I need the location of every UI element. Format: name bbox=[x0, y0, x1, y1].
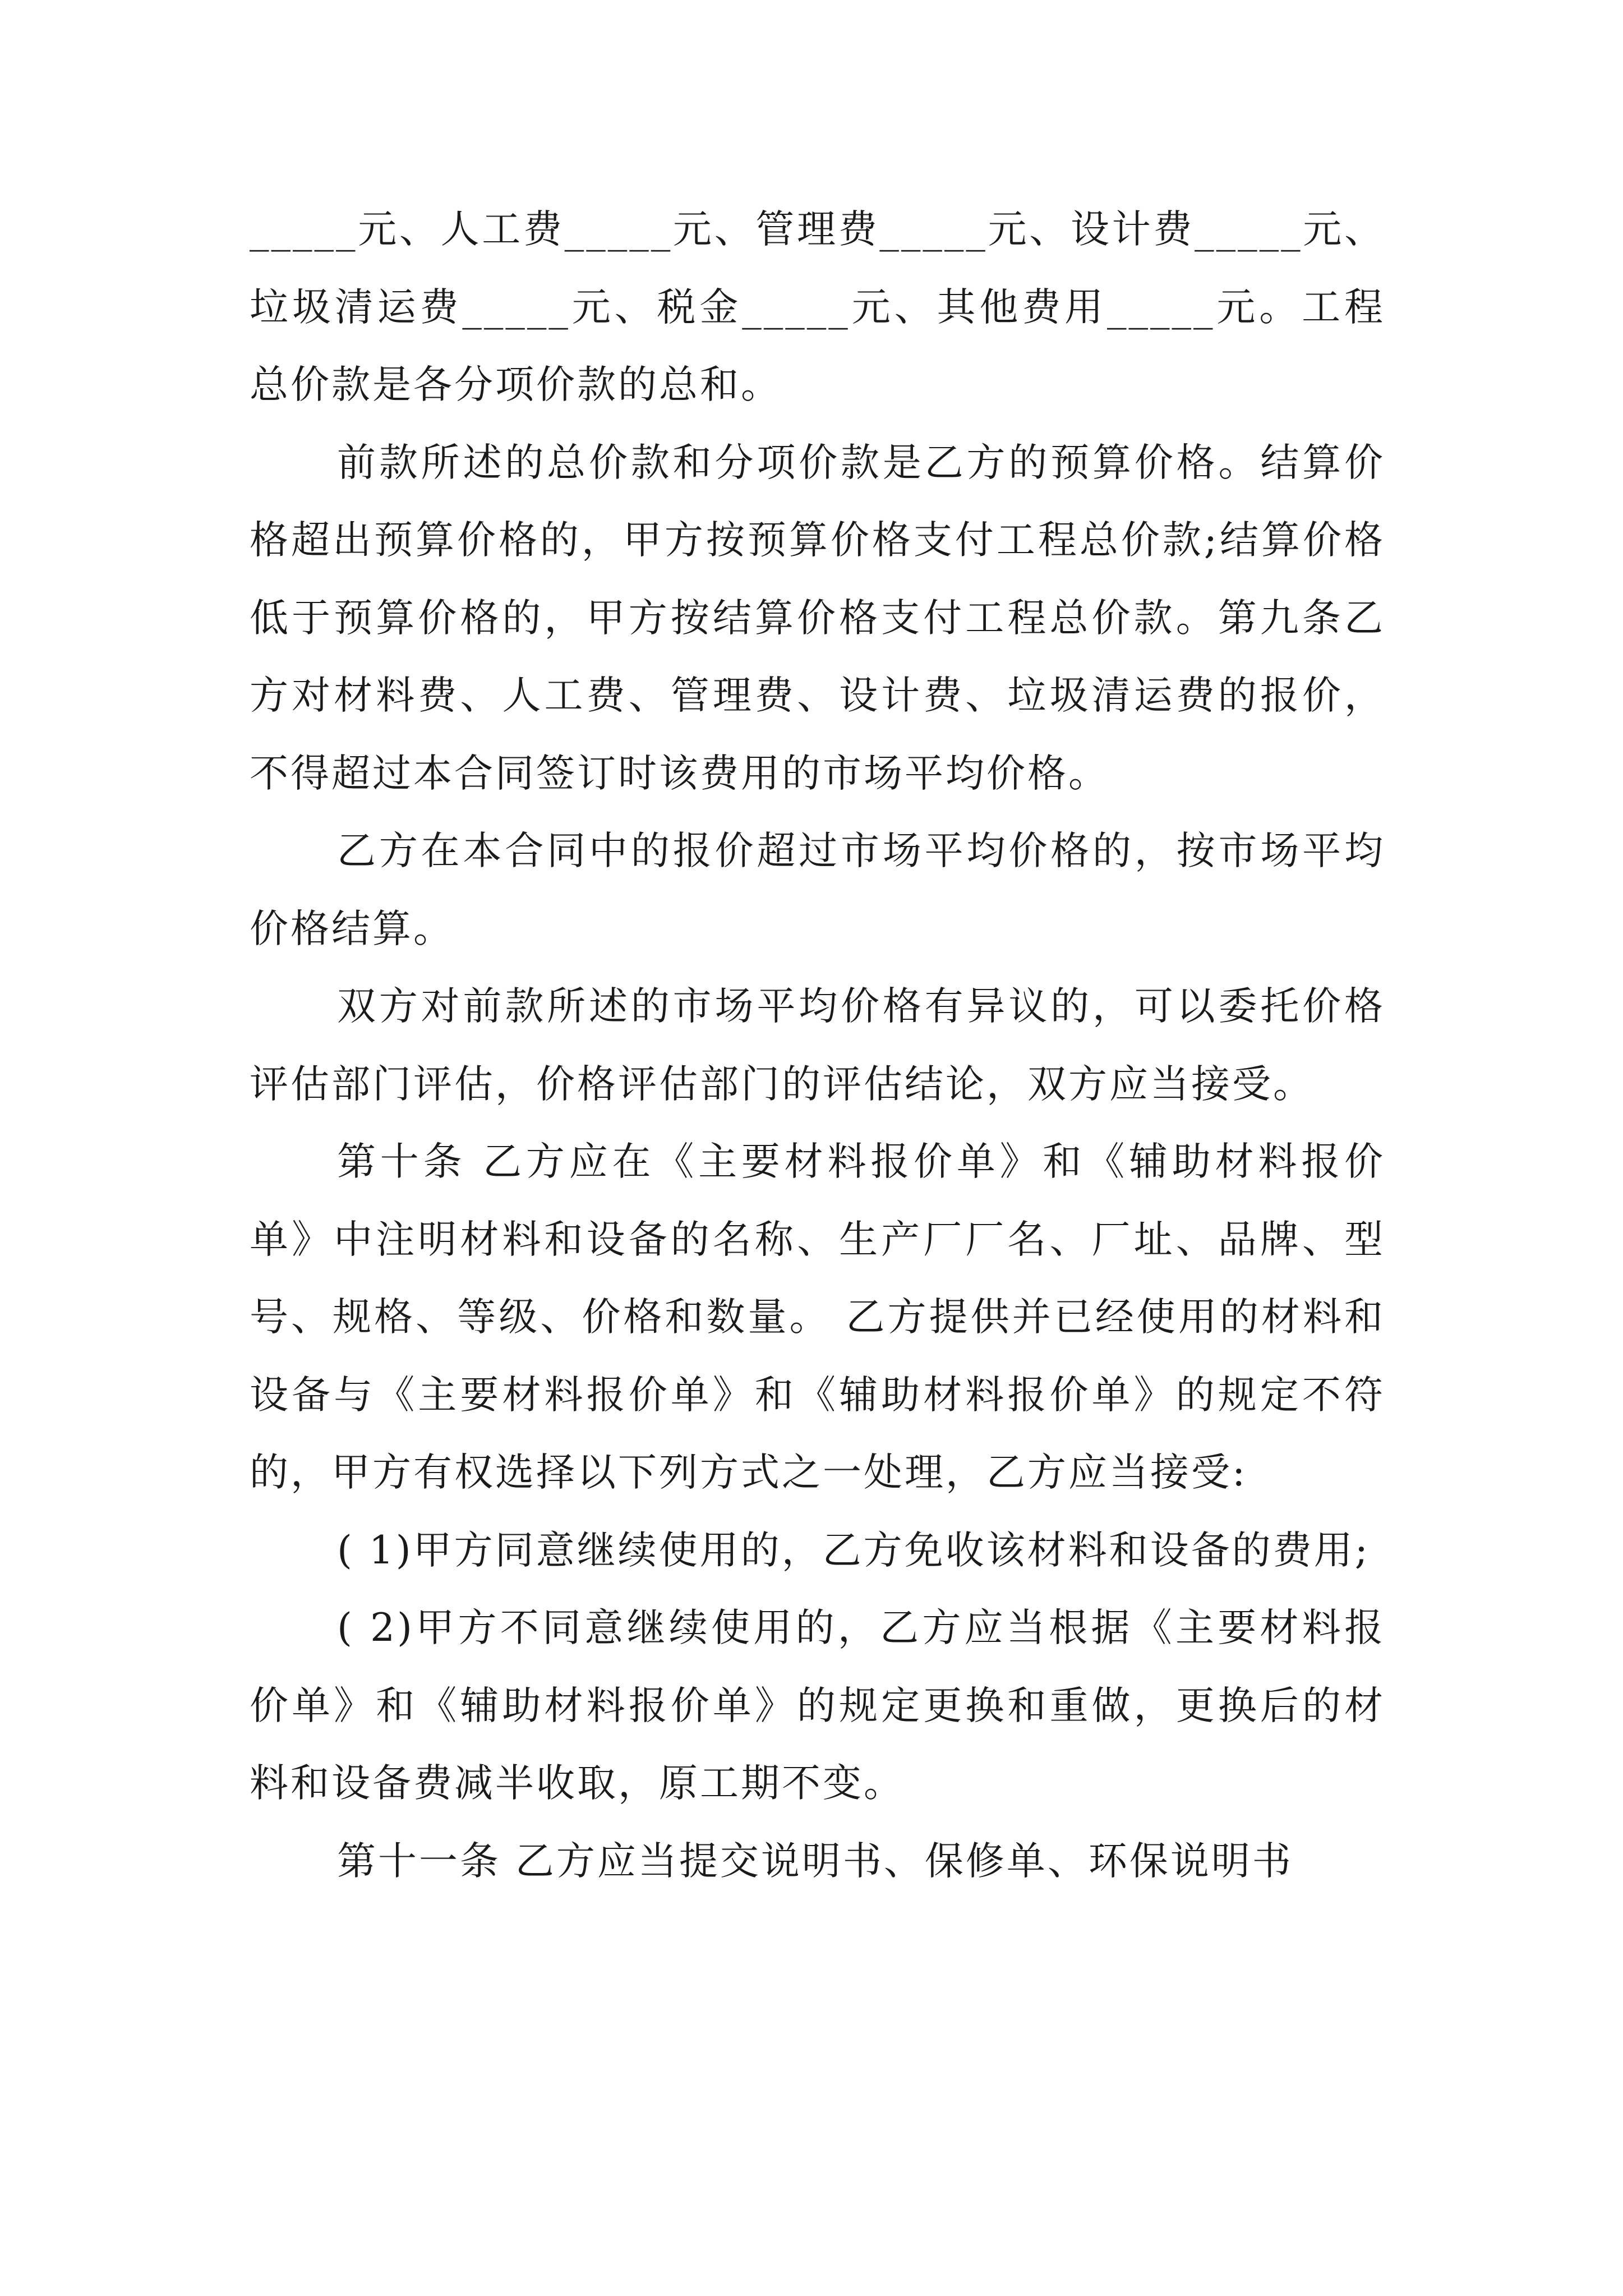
paragraph-article-10: 第十条 乙方应在《主要材料报价单》和《辅助材料报价单》中注明材料和设备的名称、生产厂厂名、厂址、品牌、型号、规格、等级、价格和数量。 乙方提供并已经使用的材料和设备与《主要材料报价单》和《辅助材料报价单》的规定不符的，甲方有权选择以下列方式之一处理，乙方应当接受: bbox=[250, 1139, 1385, 1495]
paragraph-cost-items: _____元、人工费_____元、管理费_____元、设计费_____元、垃圾清运费_____元、税金_____元、其他费用_____元。工程总价款是各分项价款的总和。 bbox=[250, 207, 1385, 407]
paragraph-article-11: 第十一条 乙方应当提交说明书、保修单、环保说明书 bbox=[337, 1838, 1293, 1884]
paragraph-option-2: ( 2)甲方不同意继续使用的，乙方应当根据《主要材料报价单》和《辅助材料报价单》的规定更换和重做，更换后的材料和设备费减半收取，原工期不变。 bbox=[250, 1605, 1385, 1806]
paragraph-price-dispute: 双方对前款所述的市场平均价格有异议的，可以委托价格评估部门评估，价格评估部门的评估结论，双方应当接受。 bbox=[250, 984, 1385, 1107]
paragraph-budget-price: 前款所述的总价款和分项价款是乙方的预算价格。结算价格超出预算价格的，甲方按预算价格支付工程总价款;结算价格低于预算价格的，甲方按结算价格支付工程总价款。第九条乙方对材料费、人工费、管理费、设计费、垃圾清运费的报价，不得超过本合同签订时该费用的市场平均价格。 bbox=[250, 440, 1385, 796]
paragraph-option-1: ( 1)甲方同意继续使用的，乙方免收该材料和设备的费用; bbox=[337, 1527, 1370, 1573]
paragraph-over-market-price: 乙方在本合同中的报价超过市场平均价格的，按市场平均价格结算。 bbox=[250, 829, 1385, 951]
document-body bbox=[250, 191, 1385, 1900]
